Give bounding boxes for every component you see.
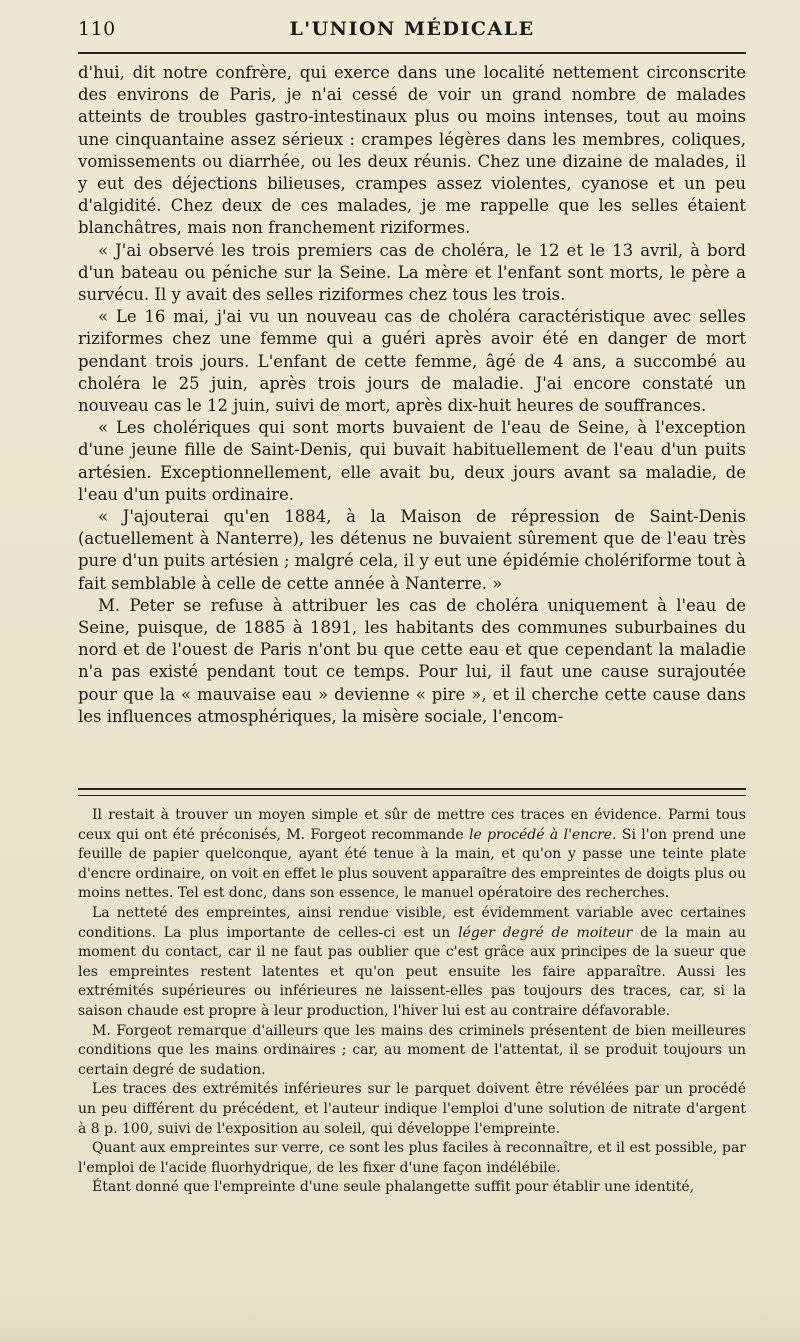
paragraph: d'hui, dit notre confrère, qui exerce dans une localité nettement circonscrite des environs de Paris, je n'ai cessé de voir un grand nombre de malades atteints de troubles gastro-intestinaux plus ou moins intenses, tout au moins une cinquantaine assez sérieux : crampes légères dans les membres, coliques, vomissements ou diarrhée, ou les deux réunis. Chez une dizaine de malades, il y eut des déjections bilieuses, crampes assez violentes, cyanose et un peu d'algidité. Chez deux de ces malades, je me rappelle que les selles étaient blanchâtres, mais non franchement riziformes. [78, 63, 746, 238]
page-header [78, 18, 746, 46]
running-title: L'UNION MÉDICALE [289, 18, 535, 40]
feuilleton-paragraph: Étant donné que l'empreinte d'une seule phalangette suffit pour établir une identité, [92, 1179, 695, 1196]
paragraph: « J'ajouterai qu'en 1884, à la Maison de répression de Saint-Denis (actuellement à Nanterre), les détenus ne buvaient sûrement que de l'eau très pure d'un puits artésien ; malgré cela, il y eut une épidémie cholériforme tout à fait semblable à celle de cette année à Nanterre. » [78, 507, 746, 593]
feuilleton-text [78, 806, 746, 1198]
main-text [78, 62, 746, 728]
feuilleton-paragraph: M. Forgeot remarque d'ailleurs que les mains des criminels présentent de bien meilleures conditions que les mains ordinaires ; car, au moment de l'attentat, il se produit toujours un certain degré de sudation. [78, 1022, 746, 1078]
text-run: La netteté des empreintes, ainsi rendue visible, est évidemment variable avec certaines conditions. La plus importante de celles-ci est un [78, 904, 746, 941]
text-run: . Si l'on prend une feuille de papier quelconque, ayant été tenue à la main, et qu'on y passe une teinte plate d'encre ordinaire, on voit en effet le plus souvent apparaître des empreintes de doigts plus ou moins nettes. Tel est donc, dans son essence, le manuel opératoire des recherches. [78, 826, 746, 902]
feuilleton-paragraph: Les traces des extrémités inférieures sur le parquet doivent être révélées par un procédé un peu différent du précédent, et l'auteur indique l'emploi d'une solution de nitrate d'argent à 8 p. 100, suivi de l'exposition au soleil, qui développe l'empreinte. [78, 1081, 746, 1137]
italic-text: léger degré de moiteur [458, 924, 633, 941]
paragraph: « Les cholériques qui sont morts buvaient de l'eau de Seine, à l'exception d'une jeune fille de Saint-Denis, qui buvait habituellement de l'eau d'un puits artésien. Exceptionnellement, elle avait bu, deux jours avant sa maladie, de l'eau d'un puits ordinaire. [78, 418, 746, 504]
header-rule [78, 52, 746, 54]
italic-text: le procédé à l'encre [468, 826, 613, 843]
paragraph: M. Peter se refuse à attribuer les cas de choléra uniquement à l'eau de Seine, puisque, de 1885 à 1891, les habitants des communes suburbaines du nord et de l'ouest de Paris n'ont bu que cette eau et que cependant la maladie n'a pas existé pendant tout ce temps. Pour lui, il faut une cause surajoutée pour que la « mauvaise eau » devienne « pire », et il cherche cette cause dans les influences atmosphériques, la misère sociale, l'encom- [78, 595, 746, 726]
feuilleton-separator [78, 788, 746, 796]
feuilleton-paragraph: Quant aux empreintes sur verre, ce sont les plus faciles à reconnaître, et il est possible, par l'emploi de l'acide fluorhydrique, de les fixer d'une façon indélébile. [78, 1140, 746, 1176]
page-number: 110 [78, 18, 116, 40]
paragraph: « Le 16 mai, j'ai vu un nouveau cas de choléra caractéristique avec selles riziformes chez une femme qui a guéri après avoir été en danger de mort pendant trois jours. L'enfant de cette femme, âgé de 4 ans, a succombé au choléra le 25 juin, après trois jours de maladie. J'ai encore constaté un nouveau cas le 12 juin, suivi de mort, après dix-huit heures de souffrances. [78, 307, 746, 416]
feuilleton-paragraph [78, 806, 746, 904]
page-edge-shading [0, 1312, 800, 1342]
text-run: Il restait à trouver un moyen simple et sûr de mettre ces traces en évidence. Parmi tous ceux qui ont été préconisés, M. Forgeot recommande [78, 807, 746, 843]
feuilleton-paragraph [78, 904, 746, 1022]
text-run: de la main au moment du contact, car il ne faut pas oublier que c'est grâce aux principes de la sueur que les empreintes restent latentes et qu'on peut ensuite les faire apparaître. Aussi les extrémités supérieures ou inférieures ne laissent-elles pas toujours des traces, car, si la saison chaude est propre à leur production, l'hiver lui est au contraire défavorable. [78, 924, 746, 1019]
paragraph: « J'ai observé les trois premiers cas de choléra, le 12 et le 13 avril, à bord d'un bateau ou péniche sur la Seine. La mère et l'enfant sont morts, le père a survécu. Il y avait des selles riziformes chez tous les trois. [78, 240, 746, 305]
